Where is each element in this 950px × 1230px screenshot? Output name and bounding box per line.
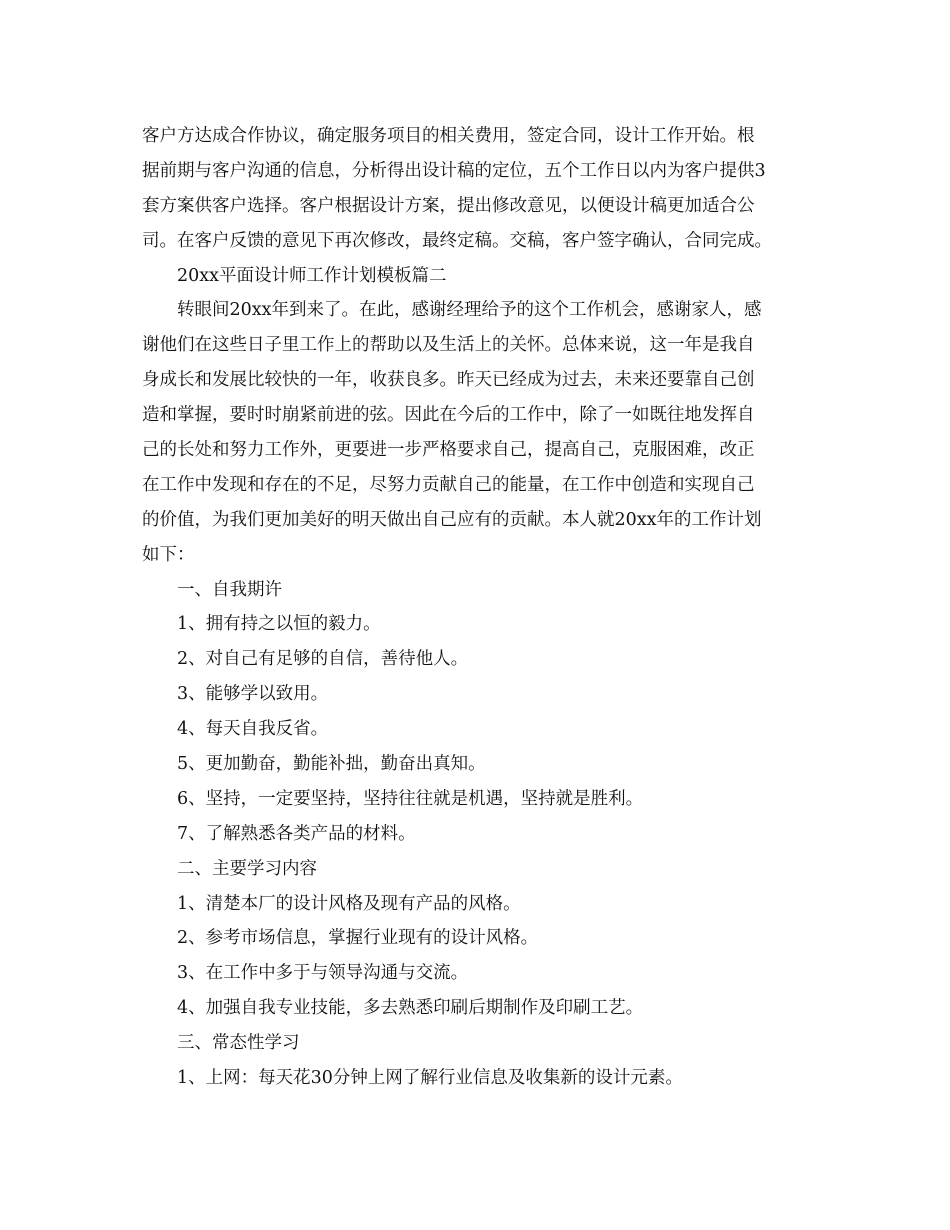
text-line: 一、自我期许 bbox=[177, 579, 282, 600]
text-line: 1、上网：每天花30分钟上网了解行业信息及收集新的设计元素。 bbox=[177, 1068, 683, 1089]
text-line: 客户方达成合作协议，确定服务项目的相关费用，签定合同，设计工作开始。根 bbox=[142, 126, 755, 146]
text-line: 2、参考市场信息，掌握行业现有的设计风格。 bbox=[177, 928, 539, 949]
text-line: 在工作中发现和存在的不足，尽努力贡献自己的能量，在工作中创造和实现自己 bbox=[142, 474, 755, 495]
text-line: 己的长处和努力工作外，更要进一步严格要求自己，提高自己，克服困难，改正 bbox=[142, 440, 755, 461]
text-line: 造和掌握，要时时崩紧前进的弦。因此在今后的工作中，除了一如既往地发挥自 bbox=[142, 405, 755, 426]
text-line: 1、清楚本厂的设计风格及现有产品的风格。 bbox=[177, 893, 521, 914]
text-line: 三、常态性学习 bbox=[177, 1033, 300, 1054]
text-line: 如下： bbox=[142, 544, 195, 565]
text-line: 3、能够学以致用。 bbox=[177, 684, 329, 705]
text-line: 5、更加勤奋，勤能补拙，勤奋出真知。 bbox=[177, 754, 486, 775]
text-line: 二、主要学习内容 bbox=[177, 858, 317, 879]
text-line: 身成长和发展比较快的一年，收获良多。昨天已经成为过去，未来还要靠自己创 bbox=[142, 370, 755, 391]
text-line: 4、加强自我专业技能，多去熟悉印刷后期制作及印刷工艺。 bbox=[177, 998, 644, 1019]
text-line: 谢他们在这些日子里工作上的帮助以及生活上的关怀。总体来说，这一年是我自 bbox=[142, 335, 755, 356]
text-line: 据前期与客户沟通的信息，分析得出设计稿的定位，五个工作日以内为客户提供3 bbox=[142, 160, 766, 181]
text-line: 2、对自己有足够的自信，善待他人。 bbox=[177, 649, 469, 670]
text-line: 7、了解熟悉各类产品的材料。 bbox=[177, 823, 416, 844]
text-line: 司。在客户反馈的意见下再次修改，最终定稿。交稿，客户签字确认，合同完成。 bbox=[142, 230, 772, 251]
text-line: 的价值，为我们更加美好的明天做出自己应有的贡献。本人就20xx年的工作计划 bbox=[142, 509, 762, 530]
text-line: 转眼间20xx年到来了。在此，感谢经理给予的这个工作机会，感谢家人，感 bbox=[177, 300, 762, 321]
text-line: 1、拥有持之以恒的毅力。 bbox=[177, 614, 381, 635]
text-line: 20xx平面设计师工作计划模板篇二 bbox=[177, 265, 447, 286]
text-line: 6、坚持，一定要坚持，坚持往往就是机遇，坚持就是胜利。 bbox=[177, 788, 644, 809]
text-line: 3、在工作中多于与领导沟通与交流。 bbox=[177, 963, 469, 984]
text-line: 套方案供客户选择。客户根据设计方案，提出修改意见，以便设计稿更加适合公 bbox=[142, 195, 755, 216]
document-body bbox=[142, 119, 808, 1096]
text-line: 4、每天自我反省。 bbox=[177, 719, 329, 740]
